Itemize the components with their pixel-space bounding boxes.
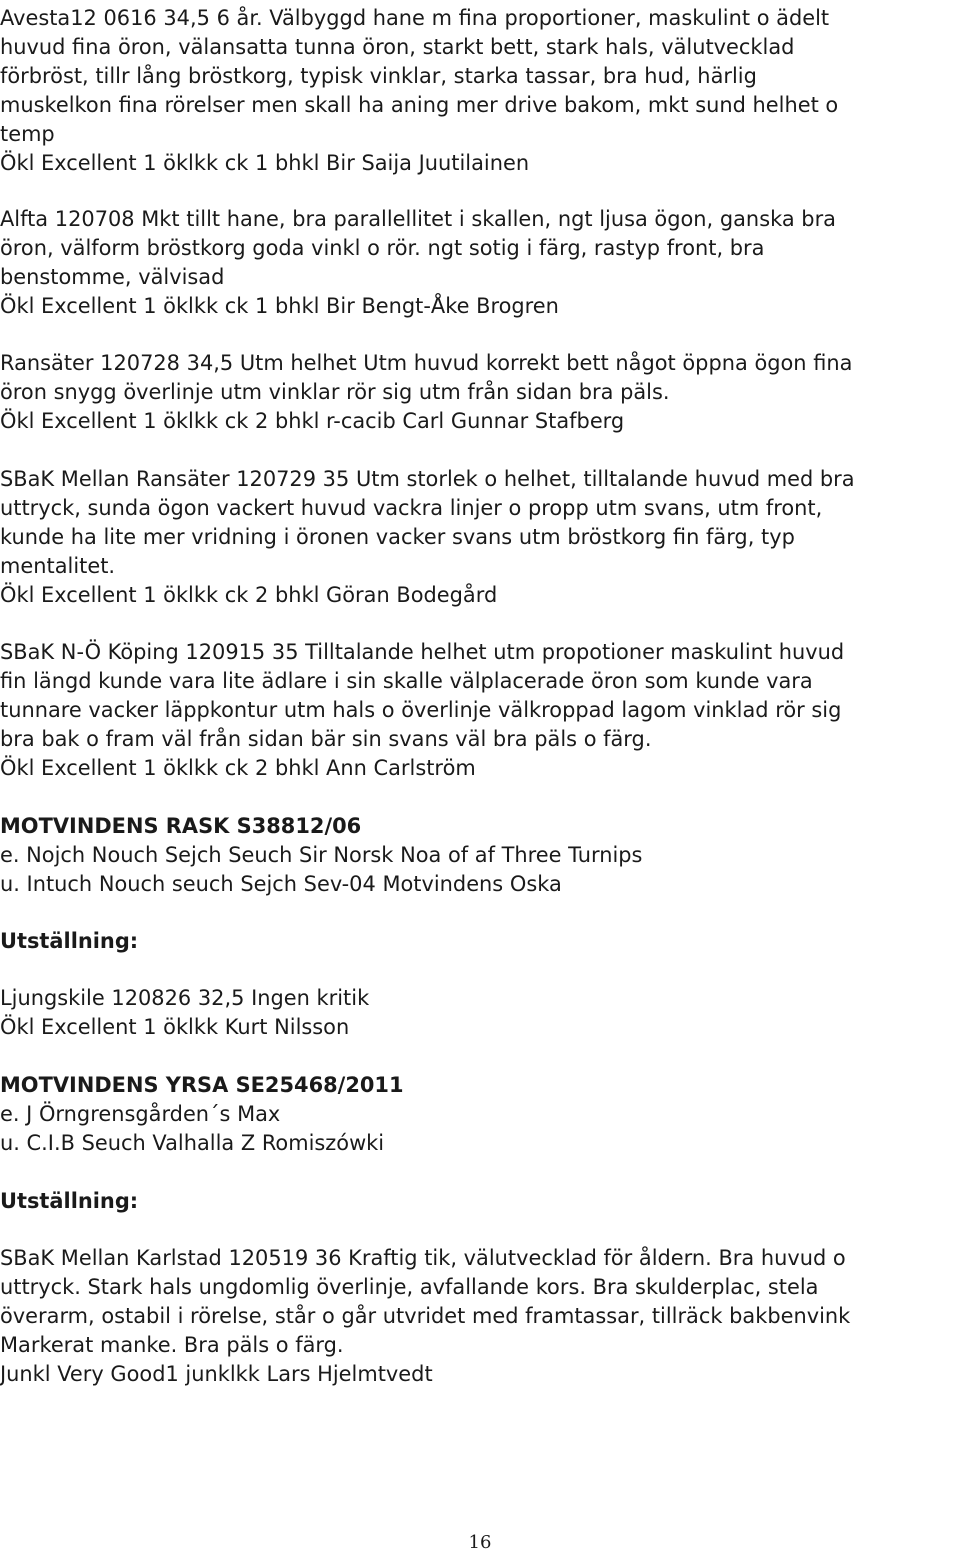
section-title: Utställning: <box>0 1189 139 1213</box>
entry-line: SBaK Mellan Karlstad 120519 36 Kraftig tik, välutvecklad för åldern. Bra huvud o <box>0 1246 846 1270</box>
entry-line: Markerat manke. Bra päls o färg. <box>0 1333 344 1357</box>
entry-line: benstomme, välvisad <box>0 265 225 289</box>
entry-line: Ljungskile 120826 32,5 Ingen kritik <box>0 986 370 1010</box>
entry-line: huvud fina öron, välansatta tunna öron, starkt bett, stark hals, välutvecklad <box>0 35 795 59</box>
entry-line: förbröst, tillr lång bröstkorg, typisk vinklar, starka tassar, bra hud, härlig <box>0 64 757 88</box>
entry-result: Ökl Excellent 1 öklkk Kurt Nilsson <box>0 1015 350 1039</box>
section-heading <box>0 927 960 956</box>
entry-line: uttryck. Stark hals ungdomlig överlinje, avfallande kors. Bra skulderplac, stela <box>0 1275 819 1299</box>
entry-line: SBaK Mellan Ransäter 120729 35 Utm storlek o helhet, tilltalande huvud med bra <box>0 467 855 491</box>
section-title: Utställning: <box>0 929 139 953</box>
entry-line: fin längd kunde vara lite ädlare i sin skalle välplacerade öron som kunde vara <box>0 669 813 693</box>
show-entry <box>0 349 960 436</box>
entry-result: Ökl Excellent 1 öklkk ck 1 bhkl Bir Saija Juutilainen <box>0 151 530 175</box>
entry-line: överarm, ostabil i rörelse, står o går utvridet med framtassar, tillräck bakbenvink <box>0 1304 851 1328</box>
entry-line: kunde ha lite mer vridning i öronen vacker svans utm bröstkorg fin färg, typ <box>0 525 795 549</box>
dog-father: e. J Örngrensgården´s Max <box>0 1102 281 1126</box>
dog-mother: u. C.I.B Seuch Valhalla Z Romiszówki <box>0 1131 385 1155</box>
entry-line: öron snygg överlinje utm vinklar rör sig utm från sidan bra päls. <box>0 380 670 404</box>
entry-line: mentalitet. <box>0 554 116 578</box>
entry-result: Ökl Excellent 1 öklkk ck 2 bhkl Göran Bodegård <box>0 583 498 607</box>
dog-header <box>0 812 960 899</box>
entry-line: öron, välform bröstkorg goda vinkl o rör. ngt sotig i färg, rastyp front, bra <box>0 236 765 260</box>
page-number: 16 <box>468 1532 492 1553</box>
dog-header <box>0 1071 960 1158</box>
entry-line: temp <box>0 122 55 146</box>
entry-line: bra bak o fram väl från sidan bär sin svans väl bra päls o färg. <box>0 727 652 751</box>
entry-result: Ökl Excellent 1 öklkk ck 2 bhkl r-cacib Carl Gunnar Stafberg <box>0 409 625 433</box>
entry-line: uttryck, sunda ögon vackert huvud vackra linjer o propp utm svans, utm front, <box>0 496 823 520</box>
show-entry <box>0 205 960 321</box>
entry-line: tunnare vacker läppkontur utm hals o överlinje välkroppad lagom vinklad rör sig <box>0 698 842 722</box>
entry-line: SBaK N-Ö Köping 120915 35 Tilltalande helhet utm propotioner maskulint huvud <box>0 640 845 664</box>
entry-line: Ransäter 120728 34,5 Utm helhet Utm huvud korrekt bett något öppna ögon fina <box>0 351 853 375</box>
dog-mother: u. Intuch Nouch seuch Sejch Sev-04 Motvindens Oska <box>0 872 562 896</box>
show-entry <box>0 984 960 1042</box>
dog-name: MOTVINDENS RASK S38812/06 <box>0 814 362 838</box>
show-entry <box>0 1244 960 1389</box>
section-heading <box>0 1187 960 1216</box>
entry-line: Avesta12 0616 34,5 6 år. Välbyggd hane m fina proportioner, maskulint o ädelt <box>0 6 830 30</box>
dog-name: MOTVINDENS YRSA SE25468/2011 <box>0 1073 404 1097</box>
show-entry <box>0 638 960 783</box>
show-entry <box>0 465 960 610</box>
show-entry <box>0 4 960 178</box>
entry-result: Ökl Excellent 1 öklkk ck 2 bhkl Ann Carlström <box>0 756 476 780</box>
entry-result: Junkl Very Good1 junklkk Lars Hjelmtvedt <box>0 1362 433 1386</box>
dog-father: e. Nojch Nouch Sejch Seuch Sir Norsk Noa of af Three Turnips <box>0 843 643 867</box>
entry-line: muskelkon fina rörelser men skall ha aning mer drive bakom, mkt sund helhet o <box>0 93 839 117</box>
entry-line: Alfta 120708 Mkt tillt hane, bra parallellitet i skallen, ngt ljusa ögon, ganska bra <box>0 207 836 231</box>
entry-result: Ökl Excellent 1 öklkk ck 1 bhkl Bir Bengt-Åke Brogren <box>0 294 559 318</box>
